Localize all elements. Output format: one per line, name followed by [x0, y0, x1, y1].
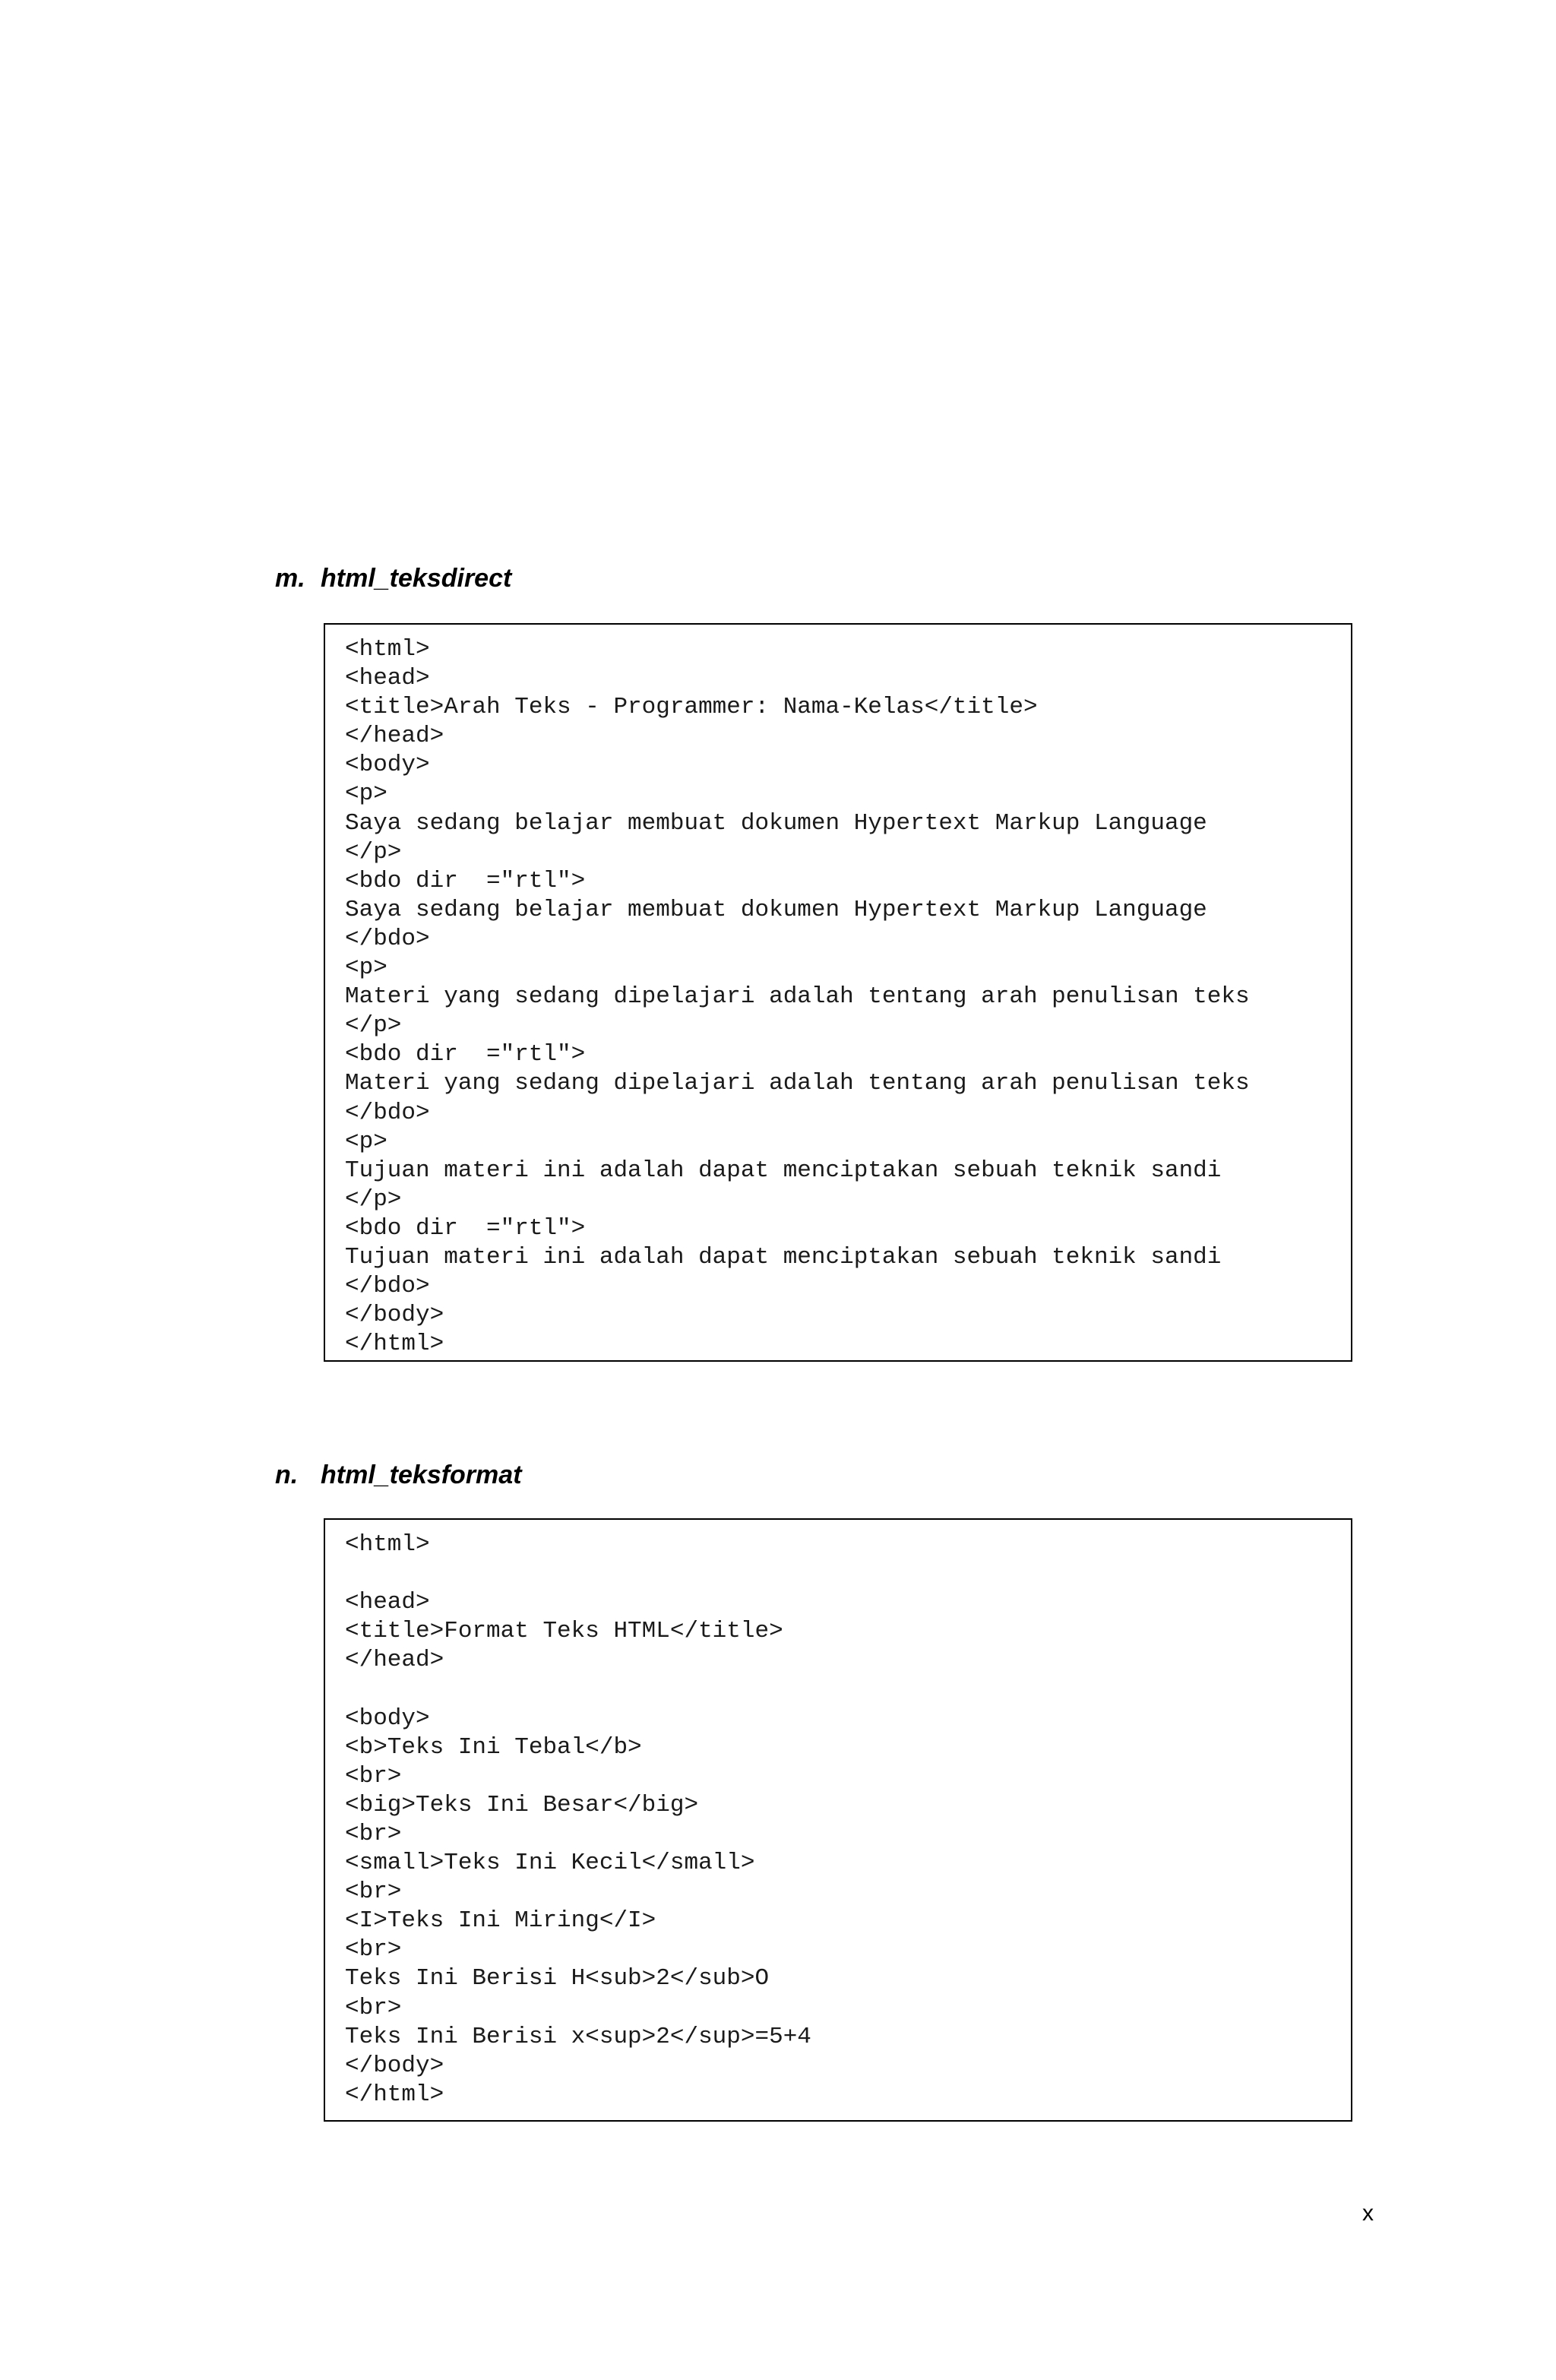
code-line: <bdo dir ="rtl">: [345, 867, 586, 894]
code-line: <b>Teks Ini Tebal</b>: [345, 1733, 642, 1761]
code-line: <I>Teks Ini Miring</I>: [345, 1907, 656, 1935]
code-line: Teks Ini Berisi x<sup>2</sup>=5+4: [345, 2023, 811, 2050]
code-line: <head>: [345, 665, 430, 692]
code-block-teksdirect: [324, 623, 1352, 1362]
section-marker: m.: [275, 564, 305, 593]
code-line: </p>: [345, 1185, 402, 1213]
section-heading-m: [275, 564, 511, 593]
code-line: [345, 1675, 1351, 1704]
code-line: Tujuan materi ini adalah dapat menciptakan sebuah teknik sandi: [345, 1157, 1222, 1184]
code-line: <p>: [345, 780, 387, 808]
code-line: <p>: [345, 1128, 387, 1155]
code-line: </bdo>: [345, 1273, 430, 1300]
page-number: x: [1362, 2201, 1374, 2226]
code-line: </head>: [345, 1647, 444, 1674]
code-line: Tujuan materi ini adalah dapat menciptakan sebuah teknik sandi: [345, 1243, 1222, 1271]
code-line: </body>: [345, 2052, 444, 2079]
code-line: </head>: [345, 723, 444, 750]
code-line: <html>: [345, 636, 430, 663]
code-line: Saya sedang belajar membuat dokumen Hypertext Markup Language: [345, 896, 1207, 923]
section-title: html_teksdirect: [321, 564, 512, 593]
code-line: </bdo>: [345, 925, 430, 952]
code-line: <br>: [345, 1762, 402, 1790]
code-line: <br>: [345, 1936, 402, 1964]
code-line: <small>Teks Ini Kecil</small>: [345, 1850, 755, 1877]
code-line: <bdo dir ="rtl">: [345, 1214, 586, 1242]
code-line: <body>: [345, 752, 430, 779]
code-line: <body>: [345, 1704, 430, 1732]
code-line: <big>Teks Ini Besar</big>: [345, 1791, 699, 1818]
code-line: </p>: [345, 1012, 402, 1040]
code-line: </bdo>: [345, 1099, 430, 1126]
code-line: Saya sedang belajar membuat dokumen Hypertext Markup Language: [345, 809, 1207, 837]
code-block-teksformat: [324, 1518, 1352, 2122]
code-line: </body>: [345, 1302, 444, 1329]
section-heading-n: [275, 1461, 522, 1490]
code-line: <br>: [345, 1994, 402, 2021]
code-line: Teks Ini Berisi H<sub>2</sub>O: [345, 1965, 770, 1992]
code-line: </html>: [345, 2081, 444, 2108]
code-line: Materi yang sedang dipelajari adalah tentang arah penulisan teks: [345, 983, 1250, 1011]
code-line: <br>: [345, 1820, 402, 1847]
code-line: <br>: [345, 1878, 402, 1906]
code-line: <bdo dir ="rtl">: [345, 1041, 586, 1068]
code-line: </p>: [345, 838, 402, 866]
code-line: <html>: [345, 1531, 430, 1558]
code-line: <p>: [345, 954, 387, 982]
code-line: Materi yang sedang dipelajari adalah tentang arah penulisan teks: [345, 1070, 1250, 1097]
code-line: </html>: [345, 1331, 444, 1358]
code-line: <title>Arah Teks - Programmer: Nama-Kelas</title>: [345, 694, 1038, 721]
section-title: html_teksformat: [321, 1461, 522, 1489]
code-line: <head>: [345, 1589, 430, 1616]
code-line: [345, 1559, 1351, 1588]
code-line: <title>Format Teks HTML</title>: [345, 1618, 783, 1645]
section-marker: n.: [275, 1461, 299, 1489]
